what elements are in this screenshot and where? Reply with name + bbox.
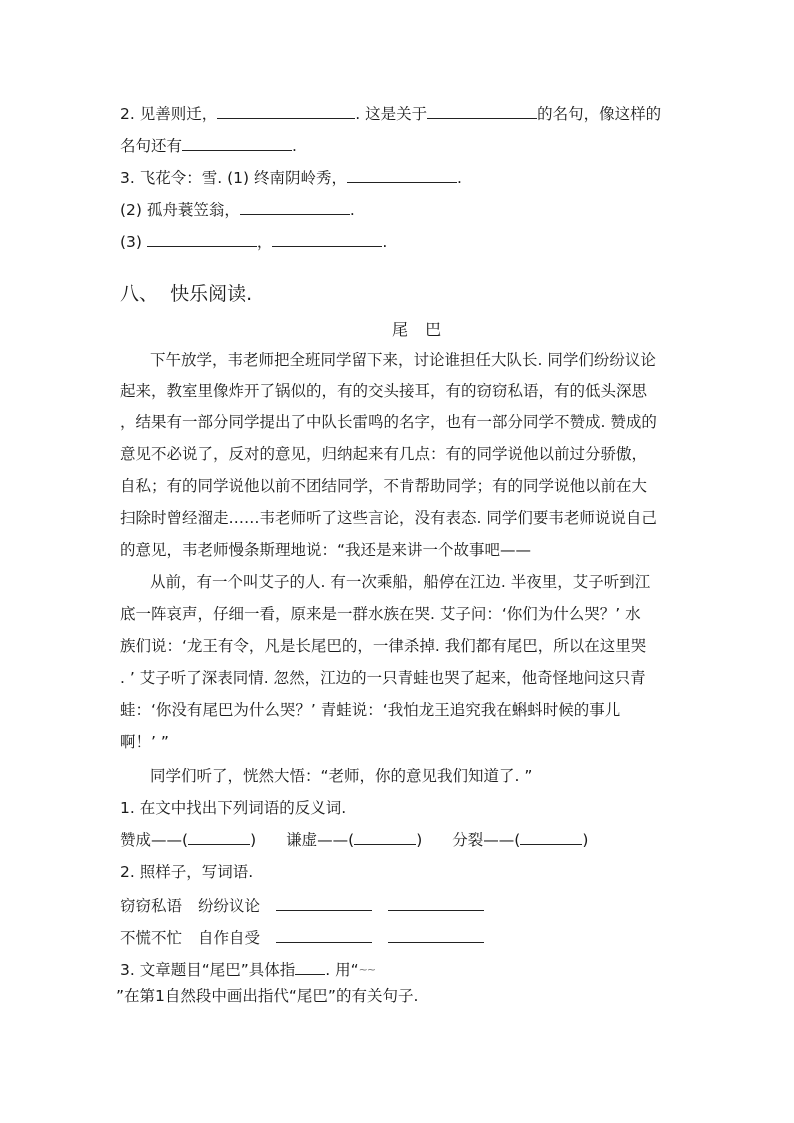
section-heading: 八、 快乐阅读. (120, 283, 253, 305)
passage-line: 下午放学，韦老师把全班同学留下来，讨论谁担任大队长. 同学们纷纷议论 (150, 351, 656, 369)
reading-question-2: 2. 照样子，写词语. (120, 863, 254, 881)
passage-line: 从前，有一个叫艾子的人. 有一次乘船，船停在江边. 半夜里，艾子听到江 (150, 573, 651, 591)
example-row: 不慌不忙 自作自受 (120, 926, 484, 948)
passage-line: 啊！’ ” (120, 733, 169, 751)
passage-line: 的意见，韦老师慢条斯理地说：“我还是来讲一个故事吧—— (120, 541, 532, 559)
question-2-line-1: 2. 见善则迁， . 这是关于 的名句，像这样的 (120, 102, 661, 124)
passage-line: 族们说：‘龙王有令，凡是长尾巴的，一律杀掉. 我们都有尾巴，所以在这里哭 (120, 637, 647, 655)
answer-blank[interactable] (240, 198, 350, 215)
question-3-line-1: 3. 飞花令：雪. (1) 终南阴岭秀， . (120, 166, 462, 188)
answer-blank[interactable] (388, 926, 484, 943)
answer-blank[interactable] (354, 830, 416, 845)
passage-line: . ’ 艾子听了深表同情. 忽然，江边的一只青蛙也哭了起来，他奇怪地问这只青 (120, 669, 646, 687)
question-3-line-3: (3) ， . (120, 230, 387, 252)
answer-blank[interactable] (427, 102, 537, 119)
answer-blank[interactable] (217, 102, 355, 119)
passage-line: 同学们听了，恍然大悟：“老师，你的意见我们知道了. ” (150, 767, 533, 785)
answer-blank[interactable] (147, 230, 257, 247)
answer-blank[interactable] (347, 166, 457, 183)
passage-line: 起来，教室里像炸开了锅似的，有的交头接耳，有的窃窃私语，有的低头深思 (120, 382, 648, 400)
passage-title: 尾 巴 (392, 320, 448, 339)
answer-blank[interactable] (276, 926, 372, 943)
answer-blank[interactable] (188, 830, 250, 845)
answer-blank[interactable] (182, 134, 292, 151)
answer-blank[interactable] (520, 830, 582, 845)
passage-line: 扫除时曾经溜走……韦老师听了这些言论，没有表态. 同学们要韦老师说说自己 (120, 509, 657, 527)
passage-line: 自私；有的同学说他以前不团结同学，不肯帮助同学；有的同学说他以前在大 (120, 477, 648, 495)
passage-line: 意见不必说了，反对的意见，归纳起来有几点：有的同学说他以前过分骄傲， (120, 445, 648, 463)
passage-line: 蛙：‘你没有尾巴为什么哭？’ 青蛙说：‘我怕龙王追究我在蝌蚪时候的事儿 (120, 701, 621, 719)
reading-question-1: 1. 在文中找出下列词语的反义词. (120, 799, 347, 817)
question-2-line-2: 名句还有 . (120, 134, 297, 156)
wavy-underline-icon: ~~ (358, 963, 376, 976)
antonym-row: 赞成——( ) 谦虚——( ) 分裂——( ) (120, 831, 589, 849)
answer-blank[interactable] (295, 958, 325, 975)
example-row: 窃窃私语 纷纷议论 (120, 894, 484, 916)
answer-blank[interactable] (272, 230, 382, 247)
passage-line: 底一阵哀声，仔细一看，原来是一群水族在哭. 艾子问：‘你们为什么哭？’ 水 (120, 605, 641, 623)
answer-blank[interactable] (388, 894, 484, 911)
passage-line: ，结果有一部分同学提出了中队长雷鸣的名字，也有一部分同学不赞成. 赞成的 (120, 413, 657, 431)
question-3-line-2: (2) 孤舟蓑笠翁， . (120, 198, 355, 220)
reading-question-3-line-2: ”在第1自然段中画出指代“尾巴”的有关句子. (116, 987, 419, 1005)
answer-blank[interactable] (276, 894, 372, 911)
reading-question-3: 3. 文章题目“尾巴”具体指 . 用“~~ (120, 958, 375, 980)
